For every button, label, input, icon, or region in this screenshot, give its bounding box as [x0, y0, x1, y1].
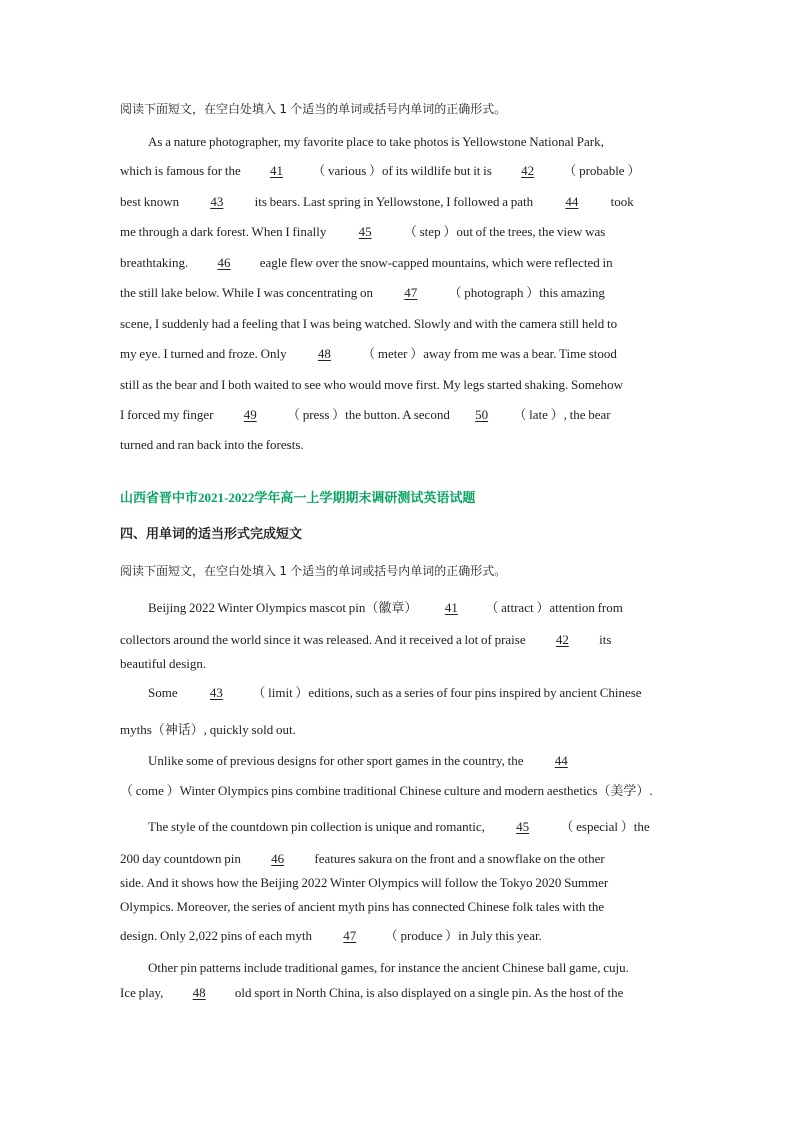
passage2-line-10: side. And it shows how the Beijing 2022 Winter Olympics will follow the Tokyo 2020 Summer	[120, 875, 609, 890]
passage1-line-5: breathtaking. 46 eagle flew over the snow-capped mountains, which were reflected in	[120, 255, 613, 270]
blank-50[interactable]: 50	[475, 407, 489, 422]
passage2-line-13: Other pin patterns include traditional games, for instance the ancient Chinese ball game, cuju.	[148, 960, 629, 975]
passage1-line-3: best known 43 its bears. Last spring in Yellowstone, I followed a path 44 took	[120, 194, 634, 209]
passage2-line-14: Ice play, 48 old sport in North China, is also displayed on a single pin. As the host of the	[120, 985, 624, 1000]
blank-42[interactable]: 42	[521, 163, 535, 178]
blank-43[interactable]: 43	[210, 194, 224, 209]
passage1-line-10: I forced my finger 49 （ press ）the button. A second 50 （ late ）, the bear	[120, 407, 611, 422]
passage1-line-2: which is famous for the 41 （ various ）of its wildlife but it is 42 （ probable ）	[120, 163, 641, 178]
instruction-2: 阅读下面短文，在空白处填入 1 个适当的单词或括号内单词的正确形式。	[120, 564, 507, 578]
blank-45[interactable]: 45	[358, 224, 372, 239]
blank-49[interactable]: 49	[243, 407, 257, 422]
passage2-line-5: myths（神话）, quickly sold out.	[120, 722, 296, 737]
instruction-1: 阅读下面短文，在空白处填入 1 个适当的单词或括号内单词的正确形式。	[120, 102, 507, 116]
passage2-line-12: design. Only 2,022 pins of each myth 47 （ produce ）in July this year.	[120, 928, 542, 943]
blank2-48[interactable]: 48	[192, 985, 206, 1000]
blank2-43[interactable]: 43	[209, 685, 223, 700]
passage2-line-4: Some 43 （ limit ）editions, such as a series of four pins inspired by ancient Chinese	[148, 685, 642, 700]
blank2-42[interactable]: 42	[555, 632, 569, 647]
passage1-line-4: me through a dark forest. When I finally 45 （ step ）out of the trees, the view was	[120, 224, 606, 239]
passage2-line-7: （ come ）Winter Olympics pins combine traditional Chinese culture and modern aesthetics（美学）.	[120, 783, 653, 798]
passage1-line-7: scene, I suddenly had a feeling that I was being watched. Slowly and with the camera still held to	[120, 316, 618, 331]
blank2-47[interactable]: 47	[343, 928, 357, 943]
passage1-line-1: As a nature photographer, my favorite place to take photos is Yellowstone National Park,	[148, 134, 604, 149]
blank2-46[interactable]: 46	[271, 851, 285, 866]
passage1-line-6: the still lake below. While I was concentrating on 47 （ photograph ）this amazing	[120, 285, 605, 300]
blank-41[interactable]: 41	[270, 163, 284, 178]
blank-48[interactable]: 48	[317, 346, 331, 361]
blank-44[interactable]: 44	[565, 194, 579, 209]
passage2-line-1: Beijing 2022 Winter Olympics mascot pin（徽章） 41 （ attract ）attention from	[148, 600, 623, 615]
passage2-line-2: collectors around the world since it was released. And it received a lot of praise 42 its	[120, 632, 612, 647]
passage2-line-8: The style of the countdown pin collection is unique and romantic, 45 （ especial ）the	[148, 819, 650, 834]
passage2-line-9: 200 day countdown pin 46 features sakura on the front and a snowflake on the other	[120, 851, 605, 866]
passage2-line-11: Olympics. Moreover, the series of ancient myth pins has connected Chinese folk tales with the	[120, 899, 605, 914]
blank2-45[interactable]: 45	[516, 819, 530, 834]
passage2-line-3: beautiful design.	[120, 656, 207, 671]
exam-title: 山西省晋中市2021-2022学年高一上学期期末调研测试英语试题	[120, 490, 476, 506]
passage2-line-6: Unlike some of previous designs for other sport games in the country, the 44	[148, 753, 596, 769]
blank-46[interactable]: 46	[217, 255, 231, 270]
passage1-line-11: turned and ran back into the forests.	[120, 437, 304, 452]
section-heading: 四、用单词的适当形式完成短文	[120, 527, 303, 542]
blank2-44[interactable]: 44	[554, 753, 568, 768]
blank2-41[interactable]: 41	[444, 600, 458, 615]
passage1-line-8: my eye. I turned and froze. Only 48 （ meter ）away from me was a bear. Time stood	[120, 346, 617, 361]
passage1-line-9: still as the bear and I both waited to see who would move first. My legs started shaking. Somehow	[120, 377, 623, 392]
blank-47[interactable]: 47	[404, 285, 418, 300]
